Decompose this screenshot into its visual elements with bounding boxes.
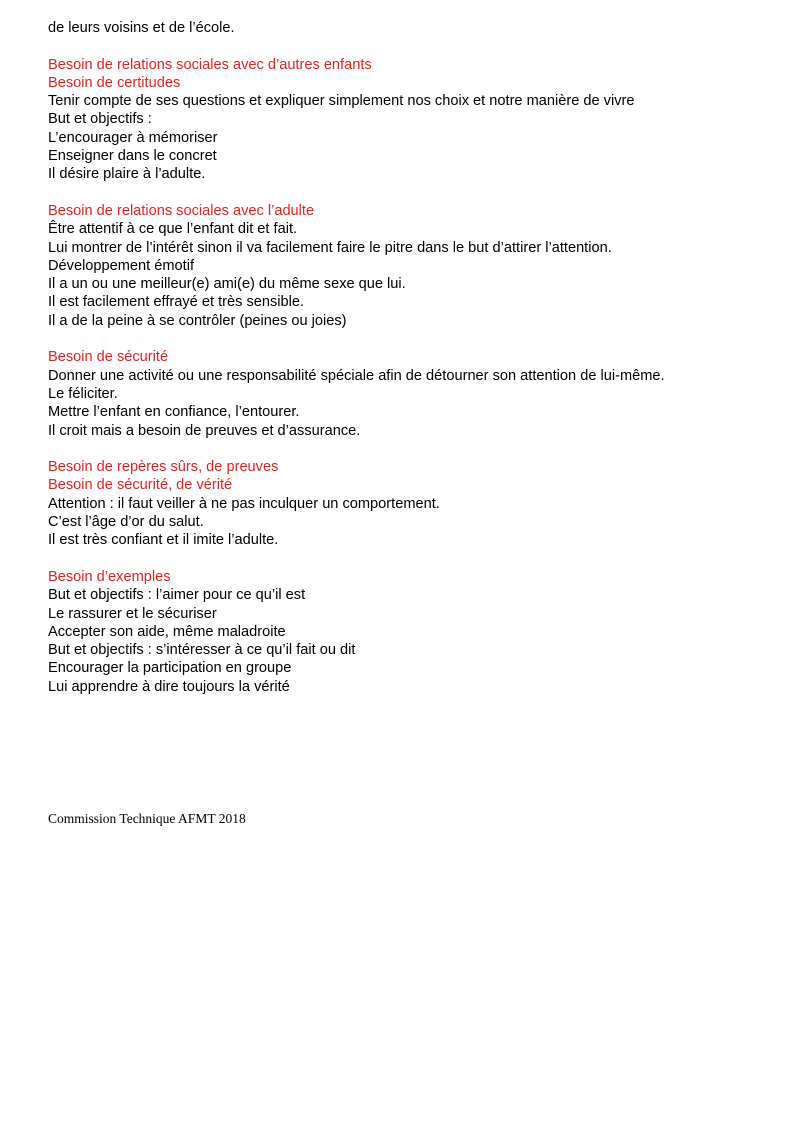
section-heading: Besoin de sécurité, de vérité xyxy=(48,477,233,494)
text-line: Le féliciter. xyxy=(48,385,118,402)
text-line: But et objectifs : xyxy=(48,111,152,128)
text-line: Encourager la participation en groupe xyxy=(48,660,292,677)
text-line: Être attentif à ce que l’enfant dit et fait. xyxy=(48,221,298,238)
text-line: C’est l’âge d’or du salut. xyxy=(48,514,204,531)
section-heading: Besoin de relations sociales avec d’autres enfants xyxy=(48,56,372,73)
text-line: de leurs voisins et de l’école. xyxy=(48,20,235,36)
text-line: Enseigner dans le concret xyxy=(48,148,217,165)
spacer xyxy=(48,440,748,458)
document-body xyxy=(48,19,748,696)
spacer xyxy=(48,184,748,202)
text-line: Attention : il faut veiller à ne pas inculquer un comportement. xyxy=(48,495,440,512)
section-heading: Besoin de certitudes xyxy=(48,74,181,91)
text-line: Tenir compte de ses questions et expliquer simplement nos choix et notre manière de vivre xyxy=(48,93,635,110)
spacer xyxy=(48,37,748,55)
text-line: Il croit mais a besoin de preuves et d’assurance. xyxy=(48,422,361,439)
section-heading: Besoin d’exemples xyxy=(48,568,171,585)
text-line: L’encourager à mémoriser xyxy=(48,129,218,146)
text-line: But et objectifs : s’intéresser à ce qu’il fait ou dit xyxy=(48,642,356,659)
section-heading: Besoin de repères sûrs, de preuves xyxy=(48,459,279,476)
text-line: Développement émotif xyxy=(48,257,195,274)
text-line: Donner une activité ou une responsabilité spéciale afin de détourner son attention de lui-même. xyxy=(48,367,665,384)
spacer xyxy=(48,550,748,568)
text-line: Mettre l’enfant en confiance, l’entourer. xyxy=(48,404,300,421)
text-line: Il est très confiant et il imite l’adulte. xyxy=(48,532,279,549)
page-footer: Commission Technique AFMT 2018 xyxy=(48,811,246,826)
text-line: Lui montrer de l’intérêt sinon il va facilement faire le pitre dans le but d’attirer l’attention. xyxy=(48,239,612,256)
text-line: Lui apprendre à dire toujours la vérité xyxy=(48,678,290,695)
text-line: Il a un ou une meilleur(e) ami(e) du même sexe que lui. xyxy=(48,276,406,293)
text-line: Le rassurer et le sécuriser xyxy=(48,605,217,622)
text-line: Il est facilement effrayé et très sensible. xyxy=(48,294,305,311)
text-line: Il a de la peine à se contrôler (peines ou joies) xyxy=(48,312,347,329)
section-heading: Besoin de sécurité xyxy=(48,349,169,366)
text-line: Il désire plaire à l’adulte. xyxy=(48,166,206,183)
spacer xyxy=(48,330,748,348)
text-line: But et objectifs : l’aimer pour ce qu’il est xyxy=(48,587,306,604)
text-line: Accepter son aide, même maladroite xyxy=(48,623,286,640)
section-heading: Besoin de relations sociales avec l’adulte xyxy=(48,202,315,219)
